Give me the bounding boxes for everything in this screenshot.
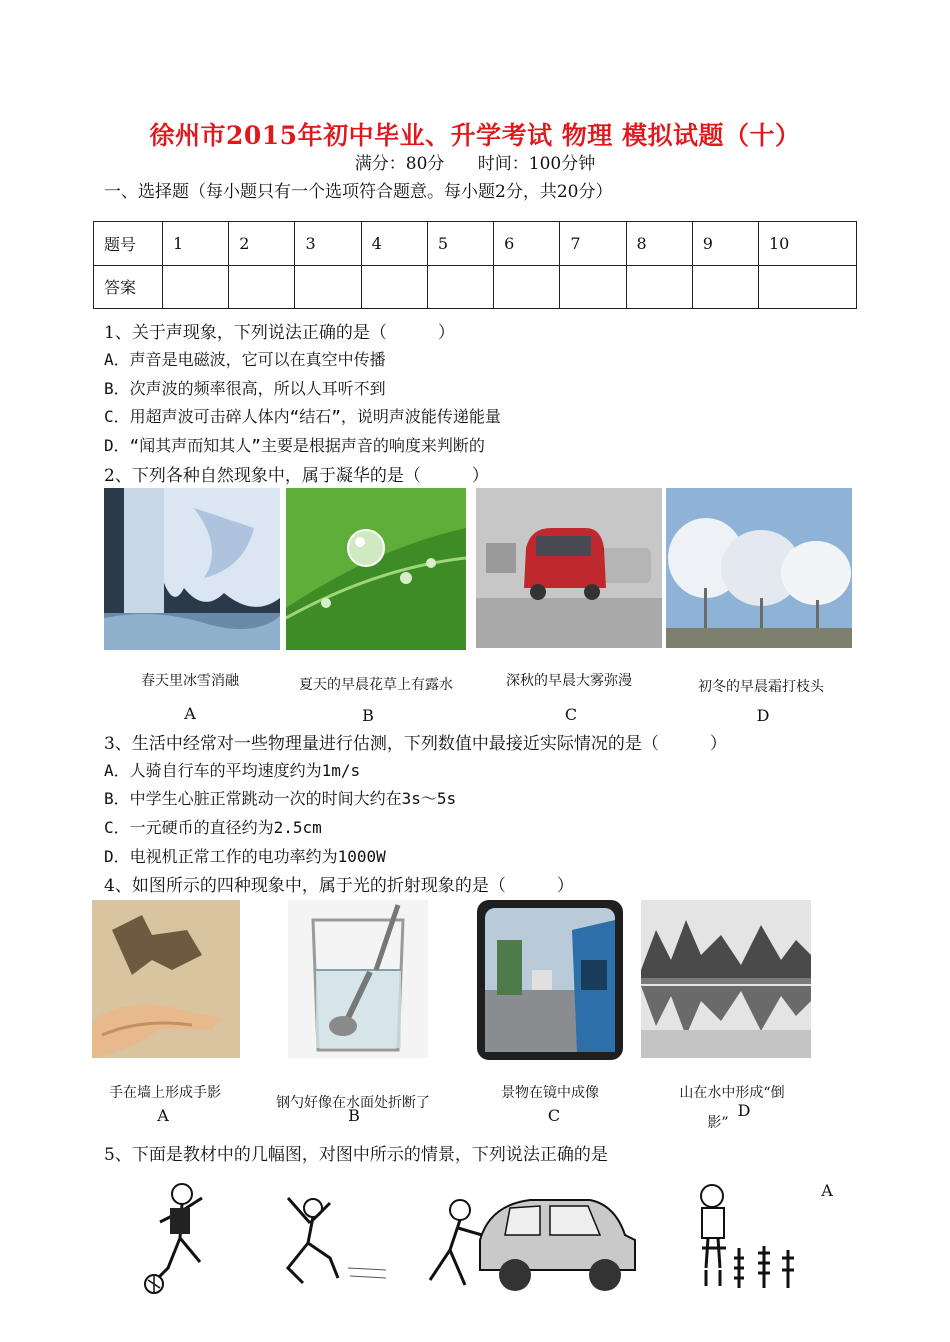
q4-caption-a: 手在墙上形成手影	[109, 1085, 221, 1101]
answer-cell[interactable]	[361, 265, 427, 309]
answer-cell[interactable]	[295, 265, 361, 309]
q4-photo-b-spoon	[288, 900, 428, 1058]
q2-caption-a: 春天里冰雪消融	[141, 673, 239, 689]
q4-stem: 4、如图所示的四种现象中，属于光的折射现象的是（ ）	[104, 876, 574, 896]
q3-option-d: D．电视机正常工作的电功率约为1000W	[104, 847, 386, 866]
q4-letter-d: D	[737, 1101, 751, 1120]
q2-stem: 2、下列各种自然现象中，属于凝华的是（ ）	[104, 466, 489, 486]
table-cell: 7	[560, 222, 626, 266]
answer-cell[interactable]	[758, 265, 856, 309]
full-score: 满分：80分	[354, 154, 445, 174]
table-cell: 4	[361, 222, 427, 266]
table-cell: 10	[758, 222, 856, 266]
q4-letter-a: A	[157, 1106, 169, 1125]
q1-option-d: D．“闻其声而知其人”主要是根据声音的响度来判断的	[104, 436, 485, 455]
q2-photo-d-frost	[666, 488, 852, 648]
answer-cell[interactable]	[560, 265, 626, 309]
answer-cell[interactable]	[427, 265, 493, 309]
q5-side-letter: A	[821, 1181, 833, 1200]
q5-illustration-long-jump	[258, 1188, 388, 1298]
q1-option-b: B．次声波的频率很高，所以人耳听不到	[104, 379, 386, 398]
answer-cell[interactable]	[692, 265, 758, 309]
table-cell: 1	[163, 222, 229, 266]
answer-cell[interactable]	[494, 265, 560, 309]
q2-caption-c: 深秋的早晨大雾弥漫	[506, 673, 632, 689]
q3-stem: 3、生活中经常对一些物理量进行估测，下列数值中最接近实际情况的是（ ）	[104, 734, 727, 754]
q2-caption-b: 夏天的早晨花草上有露水	[299, 677, 453, 693]
q5-illustration-kick-ball	[140, 1178, 220, 1298]
table-cell: 答案	[94, 265, 163, 309]
q2-photo-b-dew	[286, 488, 466, 650]
q3-option-c: C．一元硬币的直径约为2.5cm	[104, 818, 322, 837]
table-cell: 8	[626, 222, 692, 266]
q2-photo-a-icicle	[104, 488, 280, 650]
table-cell: 6	[494, 222, 560, 266]
q4-caption-c: 景物在镜中成像	[501, 1085, 599, 1101]
table-cell: 9	[692, 222, 758, 266]
table-cell: 2	[229, 222, 295, 266]
q5-illustration-pogo	[684, 1178, 804, 1298]
exam-title: 徐州市2015年初中毕业、升学考试 物理 模拟试题（十）	[149, 121, 801, 150]
q2-letter-c: C	[564, 705, 578, 724]
q2-letter-d: D	[756, 706, 770, 725]
q5-stem: 5、下面是教材中的几幅图，对图中所示的情景，下列说法正确的是	[104, 1145, 608, 1165]
q2-letter-a: A	[184, 704, 196, 723]
table-row	[94, 265, 857, 309]
q2-caption-d: 初冬的早晨霜打枝头	[698, 679, 824, 695]
table-cell: 题号	[94, 222, 163, 266]
q1-option-c: C．用超声波可击碎人体内“结石”，说明声波能传递能量	[104, 407, 501, 426]
q4-letter-b: B	[348, 1106, 360, 1125]
table-cell: 3	[295, 222, 361, 266]
q3-option-b: B．中学生心脏正常跳动一次的时间大约在3s～5s	[104, 789, 457, 808]
q4-photo-d-mountain-reflection	[641, 900, 811, 1058]
q1-stem: 1、关于声现象，下列说法正确的是（ ）	[104, 323, 455, 343]
q2-letter-b: B	[362, 706, 374, 725]
q1-option-a: A．声音是电磁波，它可以在真空中传播	[104, 350, 386, 369]
exam-time: 时间：100分钟	[477, 154, 596, 174]
q4-photo-c-mirror	[477, 900, 623, 1060]
q2-photo-c-fog	[476, 488, 662, 648]
answer-cell[interactable]	[229, 265, 295, 309]
q4-caption-b: 钢勺好像在水面处折断了	[276, 1095, 430, 1111]
q5-illustration-push-car	[420, 1180, 642, 1298]
q3-option-a: A．人骑自行车的平均速度约为1m/s	[104, 761, 361, 780]
q4-caption-d-line2: 影”	[707, 1115, 729, 1131]
answer-cell[interactable]	[626, 265, 692, 309]
table-row	[94, 222, 857, 266]
q4-letter-c: C	[547, 1106, 561, 1125]
table-cell: 5	[427, 222, 493, 266]
answer-cell[interactable]	[163, 265, 229, 309]
section-heading: 一、选择题（每小题只有一个选项符合题意。每小题2分，共20分）	[104, 182, 613, 202]
q4-caption-d-line1: 山在水中形成“倒	[679, 1085, 785, 1101]
exam-subtitle	[0, 149, 950, 174]
q4-photo-a-hand-shadow	[92, 900, 240, 1058]
answer-table	[93, 221, 857, 309]
